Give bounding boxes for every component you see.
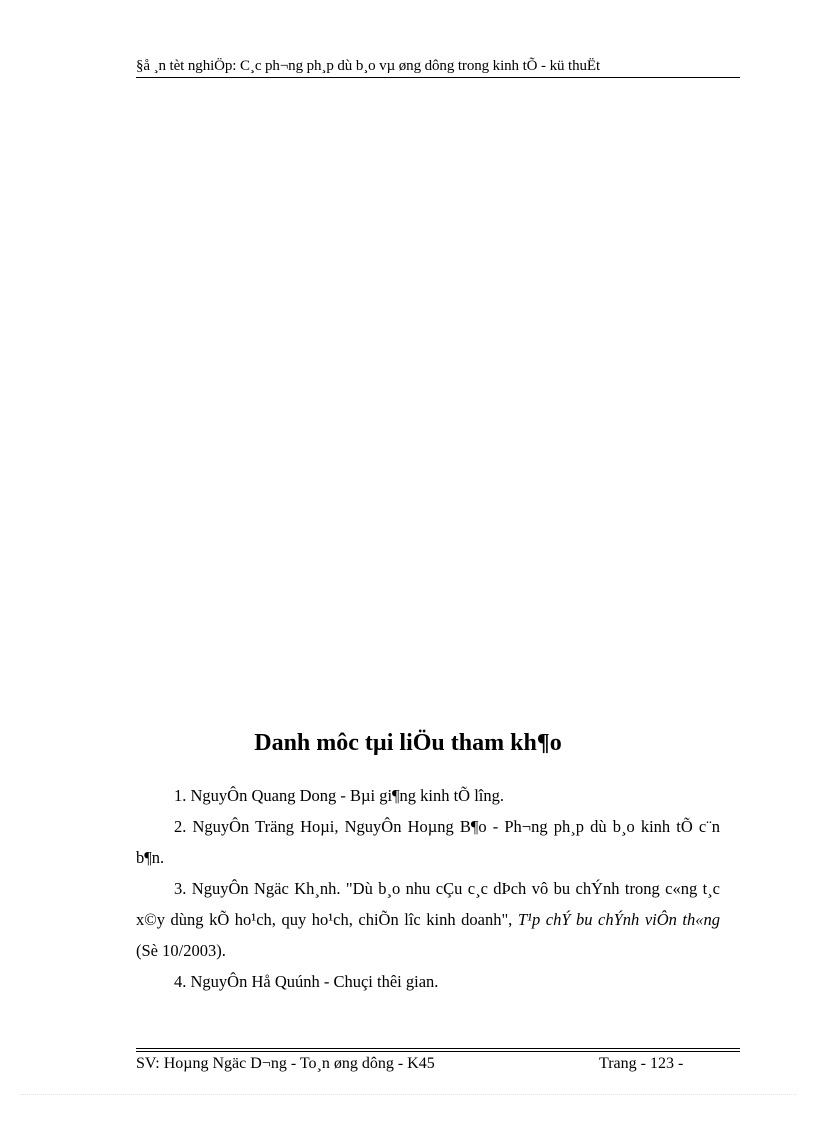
section-title: Danh môc tµi liÖu tham kh¶o	[254, 730, 562, 756]
page-bottom-divider	[20, 1094, 796, 1095]
reference-tail: (Sè 10/2003).	[136, 941, 226, 960]
reference-item-4	[136, 966, 720, 997]
reference-text: 3. NguyÔn Ngäc Kh¸nh. "Dù b¸o nhu cÇu c¸c dÞch vô bu chÝnh trong c«ng t¸c x©y dùng kÕ ho¹ch, quy ho¹ch, chiÕn lîc kinh doanh",	[136, 879, 720, 929]
footer-rule	[136, 1048, 740, 1052]
reference-item-3	[136, 873, 720, 966]
page-header: §å ¸n tèt nghiÖp: C¸c ph¬ng ph¸p dù b¸o vµ øng dông trong kinh tÕ - kü thuËt	[136, 58, 740, 78]
reference-item-2	[136, 811, 720, 873]
reference-text: 4. NguyÔn Hå Quúnh - Chuçi thêi gian.	[174, 972, 439, 991]
reference-text: 1. NguyÔn Quang Dong - Bµi gi¶ng kinh tÕ lîng.	[174, 786, 505, 805]
reference-list	[136, 780, 720, 997]
reference-text: 2. NguyÔn Träng Hoµi, NguyÔn Hoµng B¶o - Ph¬ng ph¸p dù b¸o kinh tÕ c¨n b¶n.	[136, 817, 720, 867]
footer-author: SV: Hoµng Ngäc D¬ng - To¸n øng dông - K45	[136, 1055, 435, 1072]
reference-item-1	[136, 780, 720, 811]
footer-page-number: Trang - 123 -	[599, 1055, 684, 1072]
journal-title: T¹p chÝ bu chÝnh viÔn th«ng	[517, 910, 721, 929]
